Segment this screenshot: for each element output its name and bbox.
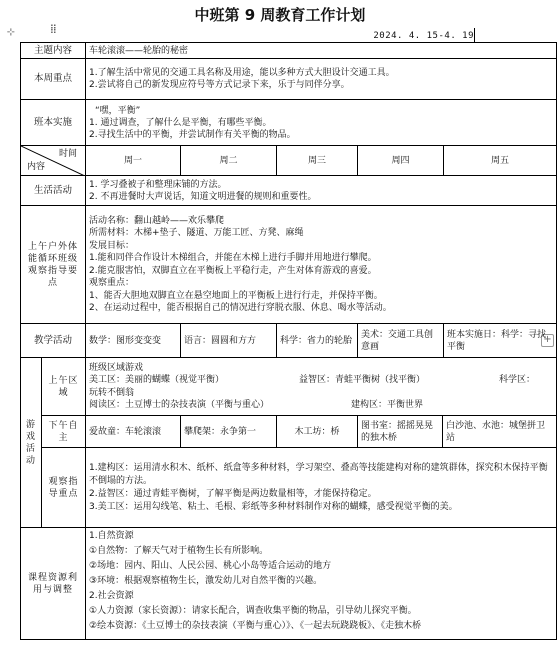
day-header-thursday: 周四	[358, 146, 444, 176]
game-observe-label: 观察指导重点	[42, 448, 86, 528]
class-practice-line: 2.寻找生活中的平衡，并尝试制作有关平衡的物品。	[89, 129, 296, 140]
morning-row-areas	[89, 399, 553, 412]
class-practice-line: 1. 通过调查，了解什么是平衡，有哪些平衡。	[89, 117, 272, 128]
teaching-thursday[interactable]: 美术：交通工具创意画	[358, 324, 444, 358]
teaching-monday[interactable]: 数学：图形变变变	[86, 324, 181, 358]
outdoor-line: 1.能和同伴合作设计木梯组合，并能在木梯上进行手脚并用地进行攀爬。	[89, 253, 377, 263]
observe-line: 3.美工区：运用勾线笔、粘土、毛根、彩纸等多种材料制作对称的蝴蝶，感受视觉平衡的美。	[89, 501, 458, 512]
resources-line: 2.社会资源	[89, 591, 134, 601]
outdoor-line: 2、在运动过程中，能否根据自己的情况进行穿脱衣服、休息、喝水等活动。	[89, 303, 392, 313]
theme-value[interactable]: 车轮滚滚——轮胎的秘密	[86, 43, 557, 59]
day-header-tuesday: 周二	[181, 146, 277, 176]
teaching-label: 教学活动	[21, 324, 86, 358]
class-practice-content[interactable]	[86, 100, 557, 146]
life-activity-line: 1. 学习叠被子和整理床铺的方法。	[89, 179, 227, 190]
outdoor-activity-content[interactable]	[86, 206, 557, 324]
morning-row-areas	[89, 374, 553, 387]
theme-label: 主题内容	[21, 43, 86, 59]
observe-line: 2.益智区：通过青蛙平衡树，了解平衡是两边数量相等，才能保持稳定。	[89, 488, 377, 499]
resources-line: ③环境：根据观察植物生长，激发幼儿对自然平衡的兴趣。	[89, 576, 323, 586]
outdoor-activity-label: 上午户外体能循环班级观察指导要点	[21, 206, 86, 324]
teaching-row	[21, 324, 557, 358]
afternoon-cell-1[interactable]: 爱故童：车轮滚滚	[86, 416, 181, 448]
life-activity-line: 2. 不再进餐时大声说话，知道文明进餐的规则和重要性。	[89, 191, 317, 202]
outdoor-activity-row	[21, 206, 557, 324]
schedule-corner-cell	[21, 146, 86, 176]
corner-content-label: 内容	[27, 162, 46, 172]
afternoon-cell-4[interactable]: 图书室：摇摇晃晃的独木桥	[358, 416, 443, 448]
page-title: 中班第 9 周教育工作计划	[194, 6, 366, 24]
resources-row	[21, 528, 557, 640]
outdoor-line: 观察重点：	[89, 278, 135, 288]
resources-line: ①自然物：了解天气对于植物生长有所影响。	[89, 546, 269, 556]
class-practice-row	[21, 100, 557, 146]
resources-content[interactable]	[86, 528, 557, 640]
outdoor-line: 所需材料：木梯+垫子、隧道、万能工匠、方凳、麻绳	[89, 228, 304, 238]
observe-line: 1.建构区：运用清水积木、纸杯、纸盒等多种材料，学习架空、叠高等技能建构对称的建筑群体，探究积木保持平衡不倒塌的方法。	[89, 462, 548, 486]
theme-row	[21, 43, 557, 59]
game-morning-content[interactable]	[86, 358, 557, 416]
game-observe-row	[21, 448, 557, 528]
afternoon-cell-3[interactable]: 木工坊：桥	[277, 416, 358, 448]
construction-area: 建构区：平衡世界	[351, 400, 424, 410]
game-afternoon-row	[21, 416, 557, 448]
text-cursor	[474, 28, 475, 43]
afternoon-cell-2[interactable]: 攀爬架：永争第一	[181, 416, 277, 448]
science-area: 科学区：	[499, 375, 536, 385]
teaching-wednesday[interactable]: 科学：省力的轮胎	[277, 324, 358, 358]
outdoor-line: 1、能否大胆地双脚直立在悬空地面上的平衡板上进行行走，并保持平衡。	[89, 290, 383, 301]
weekly-plan-table	[20, 42, 557, 640]
class-practice-line: “嘿，平衡”	[95, 105, 141, 116]
game-observe-content[interactable]	[86, 448, 557, 528]
week-focus-line: 2.尝试将自己的新发现应符号等方式记录下来，乐于与同伴分享。	[89, 80, 350, 90]
life-activity-row	[21, 176, 557, 206]
game-morning-label: 上午区域	[42, 358, 86, 416]
day-header-monday: 周一	[86, 146, 181, 176]
outdoor-line: 活动名称：翻山越岭——欢乐攀爬	[89, 215, 225, 226]
puzzle-area: 益智区：青蛙平衡树（找平衡）	[299, 375, 426, 385]
class-practice-label: 班本实施	[21, 100, 86, 146]
game-morning-row	[21, 358, 557, 416]
drag-grip-icon[interactable]: ⁞⁞	[50, 22, 56, 36]
afternoon-cell-5[interactable]: 白沙池、水池：城堡拼卫站	[443, 416, 557, 448]
resources-line: ②绘本资源：《土豆博士的杂技表演（平衡与重心）》、《一起去玩跷跷板》、《走独木桥	[89, 621, 422, 631]
resources-line: ②场地：园内、阳山、人民公园、桃心小岛等适合运动的地方	[89, 561, 332, 571]
resources-line: 1.自然资源	[89, 531, 134, 541]
add-column-icon[interactable]: +	[541, 334, 554, 347]
day-header-wednesday: 周三	[277, 146, 358, 176]
outdoor-line: 2.能克服害怕，双脚直立在平衡板上平稳行走，产生对体育游戏的喜爱。	[89, 265, 377, 276]
game-afternoon-label: 下午自主	[42, 416, 86, 448]
resources-line: ①人力资源（家长资源）：请家长配合，调查收集平衡的物品，引导幼儿探究平衡。	[89, 606, 417, 616]
outdoor-line: 发展目标：	[89, 240, 135, 251]
game-activity-label: 游戏活动	[21, 358, 42, 528]
week-focus-row	[21, 59, 557, 100]
life-activity-content[interactable]	[86, 176, 557, 206]
morning-line: 班级区域游戏	[89, 362, 144, 373]
teaching-friday[interactable]: 班本实施日：科学：寻找平衡	[444, 324, 557, 358]
week-focus-content[interactable]	[86, 59, 557, 100]
art-area: 美工区：美丽的蝴蝶（视觉平衡）	[89, 375, 225, 385]
resources-label: 课程资源利用与调整	[21, 528, 86, 640]
reading-area: 阅读区：土豆博士的杂技表演（平衡与重心）	[89, 400, 270, 410]
table-move-icon[interactable]: ⊹	[6, 27, 16, 38]
schedule-header-row	[21, 146, 557, 176]
life-activity-label: 生活活动	[21, 176, 86, 206]
week-focus-line: 1.了解生活中常见的交通工具名称及用途，能以多种方式大胆设计交通工具。	[89, 68, 395, 78]
week-focus-label: 本周重点	[21, 59, 86, 100]
teaching-tuesday[interactable]: 语言：圆圆和方方	[181, 324, 277, 358]
corner-time-label: 时间	[59, 149, 78, 159]
morning-line: 玩转不倒翁	[89, 387, 135, 398]
day-header-friday: 周五	[444, 146, 557, 176]
date-range: 2024. 4. 15-4. 19	[373, 31, 474, 41]
